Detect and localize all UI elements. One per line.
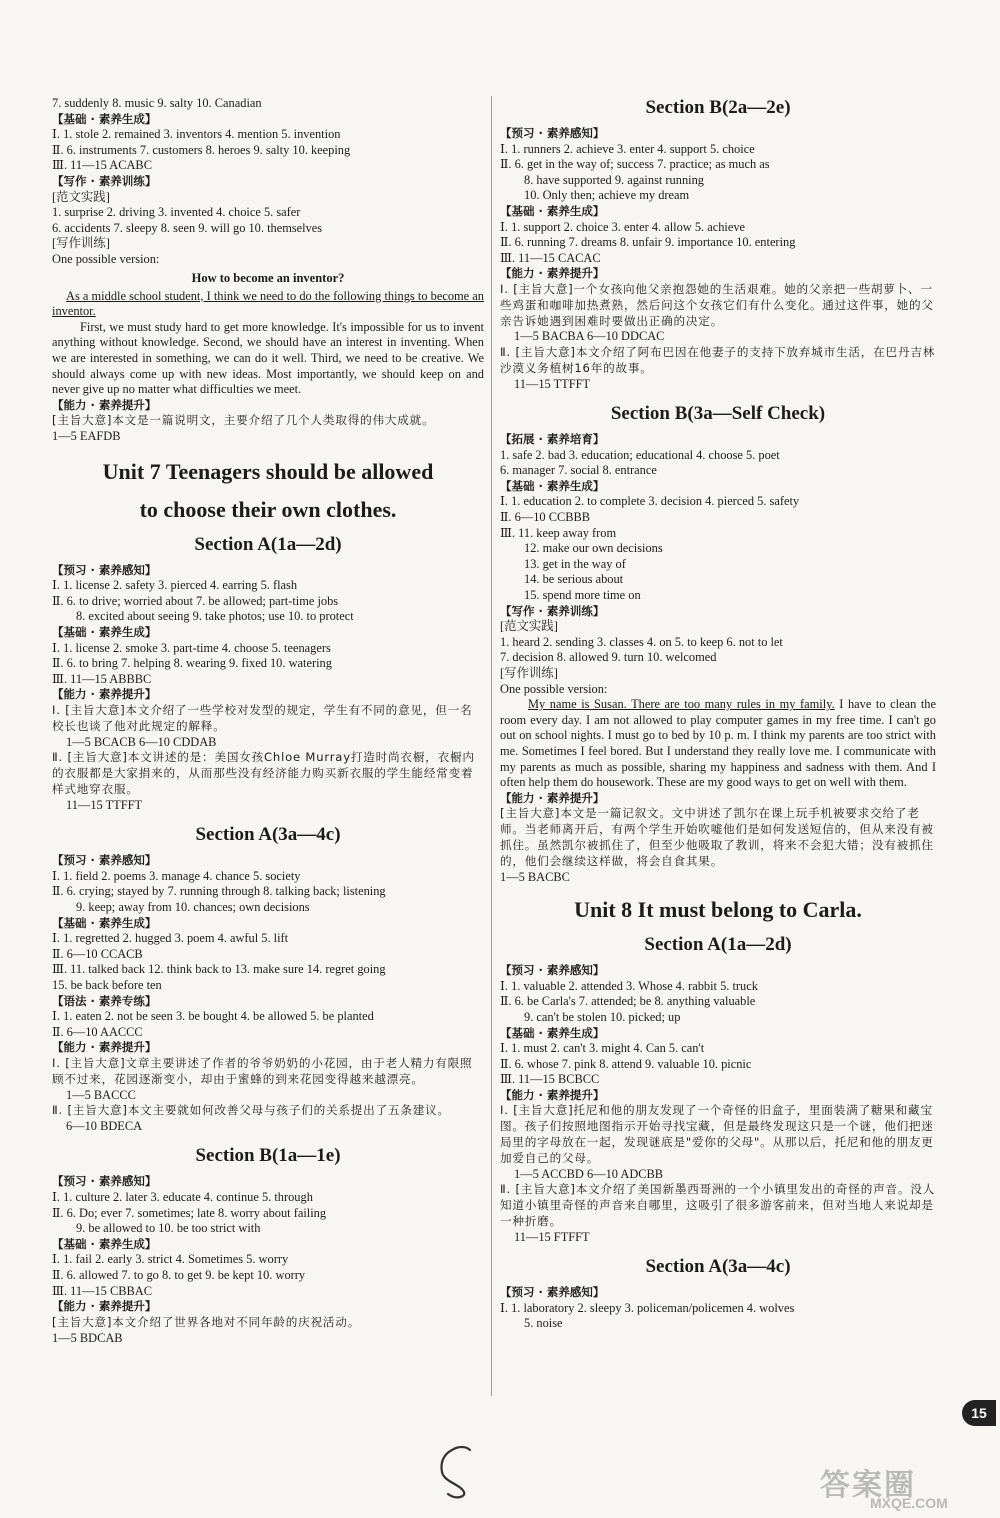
- answer-line: 7. decision 8. allowed 9. turn 10. welcomed: [500, 650, 717, 665]
- left-column: [52, 96, 484, 1346]
- section-label: 【预习 · 素养感知】: [52, 853, 157, 868]
- right-column: [500, 96, 936, 1332]
- answer-line: Ⅱ. 6. get in the way of; success 7. practice; as much as: [500, 157, 770, 172]
- unit6-ability: [52, 398, 484, 445]
- section-a-3a-4c-answers: [52, 853, 484, 1134]
- answer-line: Ⅱ. 6—10 CCBBB: [500, 510, 591, 525]
- answer-line: Ⅰ. 1. license 2. smoke 3. part-time 4. choose 5. teenagers: [52, 640, 331, 655]
- summary-text: [主旨大意]本文是一篇说明文，主要介绍了几个人类取得的伟大成就。: [52, 413, 435, 428]
- answer-line: Ⅰ. 1. fail 2. early 3. strict 4. Sometimes 5. worry: [52, 1252, 289, 1267]
- answer-line: 8. have supported 9. against running: [524, 172, 704, 187]
- answer-line: Ⅱ. 6. allowed 7. to go 8. to get 9. be kept 10. worry: [52, 1268, 306, 1283]
- answer-line: Ⅱ. 6. Do; ever 7. sometimes; late 8. worry about failing: [52, 1205, 327, 1220]
- answer-line: Ⅱ. 6. to bring 7. helping 8. wearing 9. fixed 10. watering: [52, 656, 332, 671]
- answer-line: 1. safe 2. bad 3. education; educational 4. choose 5. poet: [500, 447, 780, 462]
- section-label: 【基础 · 素养生成】: [500, 478, 605, 493]
- answer-line: Ⅱ. 6. instruments 7. customers 8. heroes 9. salty 10. keeping: [52, 142, 351, 157]
- summary-text: [主旨大意]本文是一篇记叙文。文中讲述了凯尔在课上玩手机被要求交给了老师。当老师离开后，有两个学生开始吹嘘他们是如何发送短信的，但从来没有被抓住。虽然凯尔被抓住了，但至少他吸取了教训，将来不会犯大错；没有被抓住的，他们会继续这样做，将会自食其果。: [500, 806, 934, 868]
- answer-line: Ⅱ. 6—10 AACCC: [52, 1024, 143, 1039]
- essay-title: How to become an inventor?: [191, 270, 345, 285]
- answer-line: Ⅰ. 1. eaten 2. not be seen 3. be bought 4. be allowed 5. be planted: [52, 1009, 374, 1024]
- section-label: 【基础 · 素养生成】: [500, 203, 605, 218]
- answer-line: Ⅰ. 1. stole 2. remained 3. inventors 4. mention 5. invention: [52, 127, 341, 142]
- section-label: 【能力 · 素养提升】: [500, 1087, 605, 1102]
- answer-line: Ⅱ. 6. be Carla's 7. attended; be 8. anything valuable: [500, 994, 756, 1009]
- answer-line: One possible version:: [500, 681, 608, 696]
- answer-line: 15. be back before ten: [52, 977, 162, 992]
- section-b-3a-self-check-answers: [500, 432, 936, 697]
- unit6-answers-tail: [52, 96, 484, 268]
- answer-line: Ⅱ. 6. to drive; worried about 7. be allowed; part-time jobs: [52, 593, 339, 608]
- answer-line: Ⅰ. 1. culture 2. later 3. educate 4. continue 5. through: [52, 1190, 313, 1205]
- answer-line: [范文实践]: [52, 189, 110, 204]
- answer-line: Ⅱ. 6. running 7. dreams 8. unfair 9. importance 10. entering: [500, 235, 796, 250]
- answer-line: 1—5 BACBC: [500, 869, 570, 884]
- answer-line: Ⅲ. 11. keep away from: [500, 525, 617, 540]
- answer-line: Ⅲ. 11—15 BCBCC: [500, 1072, 600, 1087]
- answer-line: 1. heard 2. sending 3. classes 4. on 5. to keep 6. not to let: [500, 634, 783, 649]
- essay2-body: I have to clean the room every day. I am not allowed to play computer games in my free time. I can't go out on school nights. I must go to bed by 10 p. m. I think my parents are too strict with me. Sometimes I feel bored. But I understand they really love me. I communicate with my parents as much as possible, sharing my happiness and sadness with them. And I often help them do housework. These are my good ways to get on well with them.: [500, 697, 936, 790]
- answer-line: 1—5 EAFDB: [52, 429, 121, 444]
- section-label: 【能力 · 素养提升】: [500, 266, 605, 281]
- summary-text: Ⅰ. [主旨大意]一个女孩向他父亲抱怨她的生活艰难。她的父亲把一些胡萝卜、一些鸡蛋和咖啡加热煮熟，然后问这个女孩它们有什么变化。通过这件事，她的父亲告诉她遇到困难时要做出正确的决定。: [500, 281, 934, 328]
- section-label: 【语法 · 素养专练】: [52, 993, 157, 1008]
- handwritten-mark-icon: [430, 1442, 490, 1502]
- section-label: 【预习 · 素养感知】: [500, 1285, 605, 1300]
- answer-line: Ⅰ. 1. must 2. can't 3. might 4. Can 5. can't: [500, 1041, 705, 1056]
- unit8-section-a-3a-4c-answers: [500, 1285, 936, 1332]
- essay-intro: [52, 289, 484, 320]
- answer-line: 9. can't be stolen 10. picked; up: [524, 1009, 681, 1024]
- answer-line: Ⅲ. 11—15 CACAC: [500, 250, 601, 265]
- summary-text: Ⅰ. [主旨大意]文章主要讲述了作者的爷爷奶奶的小花园，由于老人精力有限照顾不过来，花园逐渐变小，却由于蜜蜂的到来花园变得越来越漂亮。: [52, 1055, 473, 1086]
- answer-line: Ⅲ. 11. talked back 12. think back to 13. make sure 14. regret going: [52, 962, 386, 977]
- section-label: 【基础 · 素养生成】: [52, 625, 157, 640]
- answer-line: 15. spend more time on: [524, 588, 641, 603]
- summary-text: [主旨大意]本文介绍了世界各地对不同年龄的庆祝活动。: [52, 1314, 361, 1329]
- answer-line: Ⅰ. 1. runners 2. achieve 3. enter 4. support 5. choice: [500, 141, 755, 156]
- section-label: 【基础 · 素养生成】: [52, 915, 157, 930]
- answer-line: [写作训练]: [52, 236, 110, 251]
- answer-line: 1—5 ACCBD 6—10 ADCBB: [514, 1166, 664, 1181]
- section-label: 【基础 · 素养生成】: [500, 1025, 605, 1040]
- summary-text: Ⅱ. [主旨大意]本文主要就如何改善父母与孩子们的关系提出了五条建议。: [52, 1103, 450, 1118]
- section-label: 【预习 · 素养感知】: [500, 126, 605, 140]
- section-b-1a-1e-title: Section B(1a—1e): [195, 1145, 341, 1167]
- answer-line: 11—15 TTFFT: [66, 797, 143, 812]
- section-label: 【能力 · 素养提升】: [52, 687, 157, 702]
- answer-line: 1—5 BACCC: [66, 1087, 136, 1102]
- answer-line: 13. get in the way of: [524, 556, 626, 571]
- unit8-section-a-3a-4c-title: Section A(3a—4c): [645, 1256, 791, 1278]
- section-label: 【能力 · 素养提升】: [52, 1040, 157, 1055]
- section-a-1a-2d-answers: [52, 563, 484, 814]
- summary-text: Ⅱ. [主旨大意]本文介绍了阿布巴因在他妻子的支持下放弃城市生活，在巴丹吉林沙漠义务植树16年的故事。: [500, 344, 936, 375]
- answer-line: 6. accidents 7. sleepy 8. seen 9. will go 10. themselves: [52, 220, 323, 235]
- essay-body: First, we must study hard to get more knowledge. It's impossible for us to invent anything without knowledge. Second, we should have an interest in inventing. When we are interested in something, we can do it well. Third, we need to be creative. We should always come up with new ideas. Most importantly, we should keep on and never give up no matter what difficulties we meet.: [52, 319, 484, 397]
- section-b-2a-2e-title: Section B(2a—2e): [645, 97, 791, 118]
- essay-intro-text: As a middle school student, I think we need to do the following things to become an inventor.: [52, 288, 484, 319]
- essay2: [500, 697, 936, 791]
- answer-line: Ⅰ. 1. regretted 2. hugged 3. poem 4. awful 5. lift: [52, 931, 289, 946]
- essay2-intro: My name is Susan. There are too many rules in my family.: [528, 697, 835, 712]
- answer-line: 6—10 BDECA: [66, 1118, 143, 1133]
- answer-line: Ⅰ. 1. support 2. choice 3. enter 4. allow 5. achieve: [500, 219, 746, 234]
- answer-line: 1—5 BACBA 6—10 DDCAC: [514, 329, 665, 344]
- section-b-1a-1e-answers: [52, 1174, 484, 1346]
- summary-text: Ⅱ. [主旨大意]本文讲述的是：美国女孩Chloe Murray打造时尚衣橱，衣橱内的衣服都是大家捐来的，从而那些没有经济能力购买新衣服的学生能经常变着样式地穿衣服。: [52, 750, 475, 796]
- answer-line: Ⅰ. 1. education 2. to complete 3. decision 4. pierced 5. safety: [500, 494, 800, 509]
- section-label: 【能力 · 素养提升】: [500, 790, 605, 805]
- answer-line: [范文实践]: [500, 619, 558, 634]
- answer-line: 8. excited about seeing 9. take photos; use 10. to protect: [76, 609, 354, 624]
- answer-line: 10. Only then; achieve my dream: [524, 188, 690, 203]
- answer-line: Ⅲ. 11—15 ABBBC: [52, 671, 152, 686]
- answer-line: 12. make our own decisions: [524, 541, 663, 556]
- answer-line: Ⅲ. 11—15 CBBAC: [52, 1283, 152, 1298]
- column-divider: [491, 96, 492, 1396]
- summary-text: Ⅰ. [主旨大意]托尼和他的朋友发现了一个奇怪的旧盒子，里面装满了糖果和藏宝图。孩子们按照地图指示开始寻找宝藏，但是最终发现这只是一个谜，他们把迷局里的字母放在一起，发现谜底是"爱你的父母"。从那以后，托尼和他的朋友更加爱自己的父母。: [500, 1103, 934, 1165]
- answer-line: Ⅲ. 11—15 ACABC: [52, 158, 152, 173]
- answer-line: Ⅱ. 6—10 CCACB: [52, 946, 143, 961]
- section-label: 【预习 · 素养感知】: [52, 1174, 157, 1189]
- unit8-section-a-1a-2d-title: Section A(1a—2d): [644, 934, 792, 956]
- answer-line: 1—5 BDCAB: [52, 1330, 123, 1345]
- section-b-3a-self-check-title: Section B(3a—Self Check): [610, 403, 826, 425]
- section-label: 【能力 · 素养提升】: [52, 1299, 157, 1314]
- section-a-3a-4c-title: Section A(3a—4c): [195, 824, 341, 846]
- answer-line: 9. be allowed to 10. be too strict with: [76, 1221, 261, 1236]
- answer-line: 11—15 TTFFT: [514, 376, 591, 391]
- watermark-url: MXQE.COM: [870, 1495, 948, 1511]
- answer-line: 11—15 FTFFT: [514, 1229, 590, 1244]
- section-label: 【基础 · 素养生成】: [52, 1236, 157, 1251]
- answer-line: 6. manager 7. social 8. entrance: [500, 463, 657, 478]
- answer-line: 9. keep; away from 10. chances; own decisions: [76, 899, 310, 914]
- unit7-self-check-ability: [500, 791, 936, 885]
- answer-line: [写作训练]: [500, 666, 558, 681]
- section-label: 【写作 · 素养训练】: [500, 603, 605, 618]
- answer-line: Ⅱ. 6. crying; stayed by 7. running through 8. talking back; listening: [52, 884, 386, 899]
- section-label: 【预习 · 素养感知】: [500, 963, 605, 978]
- summary-text: Ⅱ. [主旨大意]本文介绍了美国新墨西哥洲的一个小镇里发出的奇怪的声音。没人知道小镇里奇怪的声音来自哪里，这吸引了很多游客前来，但对当地人来说却是一种折磨。: [500, 1182, 936, 1228]
- answer-line: 5. noise: [524, 1316, 563, 1331]
- unit8-title: Unit 8 It must belong to Carla.: [574, 897, 862, 923]
- section-b-2a-2e-answers: [500, 126, 936, 392]
- answer-line: 14. be serious about: [524, 572, 624, 587]
- section-a-1a-2d-title: Section A(1a—2d): [194, 533, 342, 555]
- answer-line: Ⅰ. 1. field 2. poems 3. manage 4. chance 5. society: [52, 868, 301, 883]
- answer-line: 7. suddenly 8. music 9. salty 10. Canadian: [52, 96, 262, 110]
- section-label: 【预习 · 素养感知】: [52, 562, 157, 577]
- answer-line: Ⅰ. 1. laboratory 2. sleepy 3. policeman/policemen 4. wolves: [500, 1300, 795, 1315]
- answer-line: 1. surprise 2. driving 3. invented 4. choice 5. safer: [52, 205, 301, 220]
- section-label: 【基础 · 素养生成】: [52, 111, 157, 126]
- unit8-section-a-1a-2d-answers: [500, 963, 936, 1245]
- answer-line: Ⅱ. 6. whose 7. pink 8. attend 9. valuable 10. picnic: [500, 1056, 752, 1071]
- section-label: 【写作 · 素养训练】: [52, 173, 157, 188]
- answer-line: 1—5 BCACB 6—10 CDDAB: [66, 734, 217, 749]
- unit7-title-line2: to choose their own clothes.: [139, 496, 397, 522]
- answer-line: Ⅰ. 1. license 2. safety 3. pierced 4. earring 5. flash: [52, 578, 298, 593]
- watermark-logo: 答案圈: [820, 1469, 916, 1502]
- section-label: 【拓展 · 素养培育】: [500, 432, 605, 447]
- answer-line: Ⅰ. 1. valuable 2. attended 3. Whose 4. rabbit 5. truck: [500, 978, 758, 993]
- section-label: 【能力 · 素养提升】: [52, 397, 157, 412]
- page-number-badge: 15: [962, 1400, 996, 1426]
- summary-text: Ⅰ. [主旨大意]本文介绍了一些学校对发型的规定，学生有不同的意见，但一名校长也谈了他对此规定的解释。: [52, 703, 473, 733]
- unit7-title-line1: Unit 7 Teenagers should be allowed: [102, 458, 434, 484]
- answer-line: One possible version:: [52, 251, 160, 266]
